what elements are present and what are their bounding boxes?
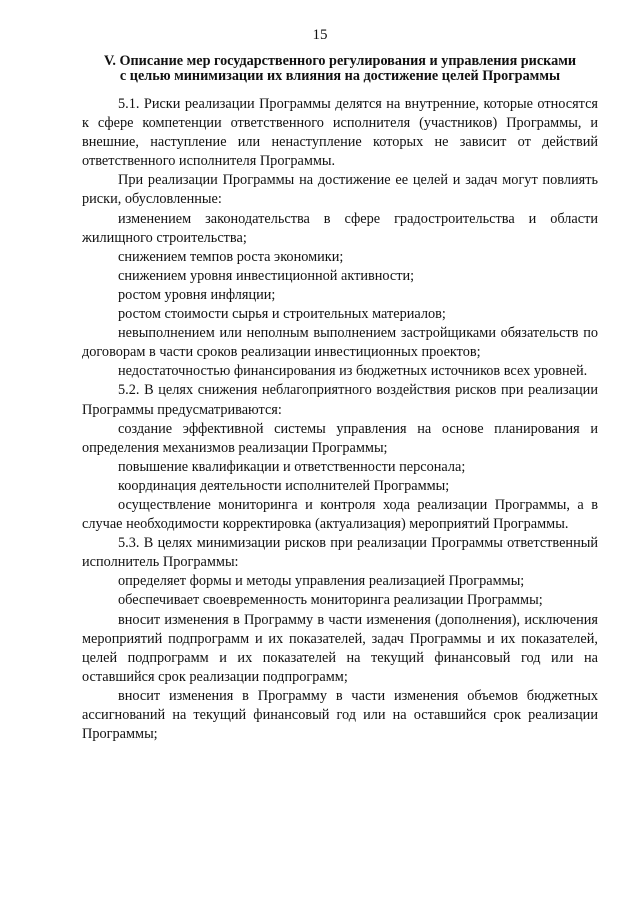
list-item: снижением уровня инвестиционной активности; — [118, 267, 415, 284]
list-item: координация деятельности исполнителей Программы; — [118, 477, 450, 494]
section-heading — [82, 54, 598, 83]
paragraph: 5.2. В целях снижения неблагоприятного воздействия рисков при реализации Программы предусматриваются: — [82, 382, 598, 418]
paragraph: При реализации Программы на достижение ее целей и задач могут повлиять риски, обусловленные: — [82, 172, 598, 208]
list-item: повышение квалификации и ответственности персонала; — [118, 458, 466, 475]
list-item: снижением темпов роста экономики; — [118, 248, 344, 265]
list-item: вносит изменения в Программу в части изменения объемов бюджетных ассигнований на текущий финансовый год или на оставшийся срок реализации Программы; — [82, 687, 598, 743]
section-heading-line: V. Описание мер государственного регулирования и управления рисками — [103, 53, 577, 69]
list-item: недостаточностью финансирования из бюджетных источников всех уровней. — [118, 363, 588, 380]
list-item: ростом стоимости сырья и строительных материалов; — [118, 306, 446, 323]
list-item: изменением законодательства в сфере градостроительства и области жилищного строительства; — [82, 210, 598, 246]
list-item: осуществление мониторинга и контроля хода реализации Программы, а в случае необходимости корректировка (актуализация) мероприятий Программы. — [82, 496, 598, 533]
paragraph: 5.3. В целях минимизации рисков при реализации Программы ответственный исполнитель Программы: — [82, 535, 598, 571]
list-item: создание эффективной системы управления на основе планирования и определения механизмов реализации Программы; — [82, 420, 598, 456]
paragraph: 5.1. Риски реализации Программы делятся на внутренние, которые относятся к сфере компетенции ответственного исполнителя (участников) Программы, и внешние, наступление или ненаступление которых не зависит от действий ответственного исполнителя Программы. — [82, 96, 598, 170]
list-item: вносит изменения в Программу в части изменения (дополнения), исключения мероприятий подпрограмм и их показателей, задач Программы и их показателей, целей подпрограмм и их показателей на текущий финансовый год или на оставшийся срок реализации подпрограмм; — [82, 611, 598, 685]
list-item: ростом уровня инфляции; — [118, 286, 276, 303]
list-item: невыполнением или неполным выполнением застройщиками обязательств по договорам в части сроков реализации инвестиционных проектов; — [82, 325, 598, 361]
list-item: определяет формы и методы управления реализацией Программы; — [118, 573, 525, 590]
page-number: 15 — [312, 27, 328, 43]
list-item: обеспечивает своевременность мониторинга реализации Программы; — [118, 592, 543, 609]
section-heading-line: с целью минимизации их влияния на достижение целей Программы — [119, 67, 561, 84]
body-text — [82, 95, 598, 744]
